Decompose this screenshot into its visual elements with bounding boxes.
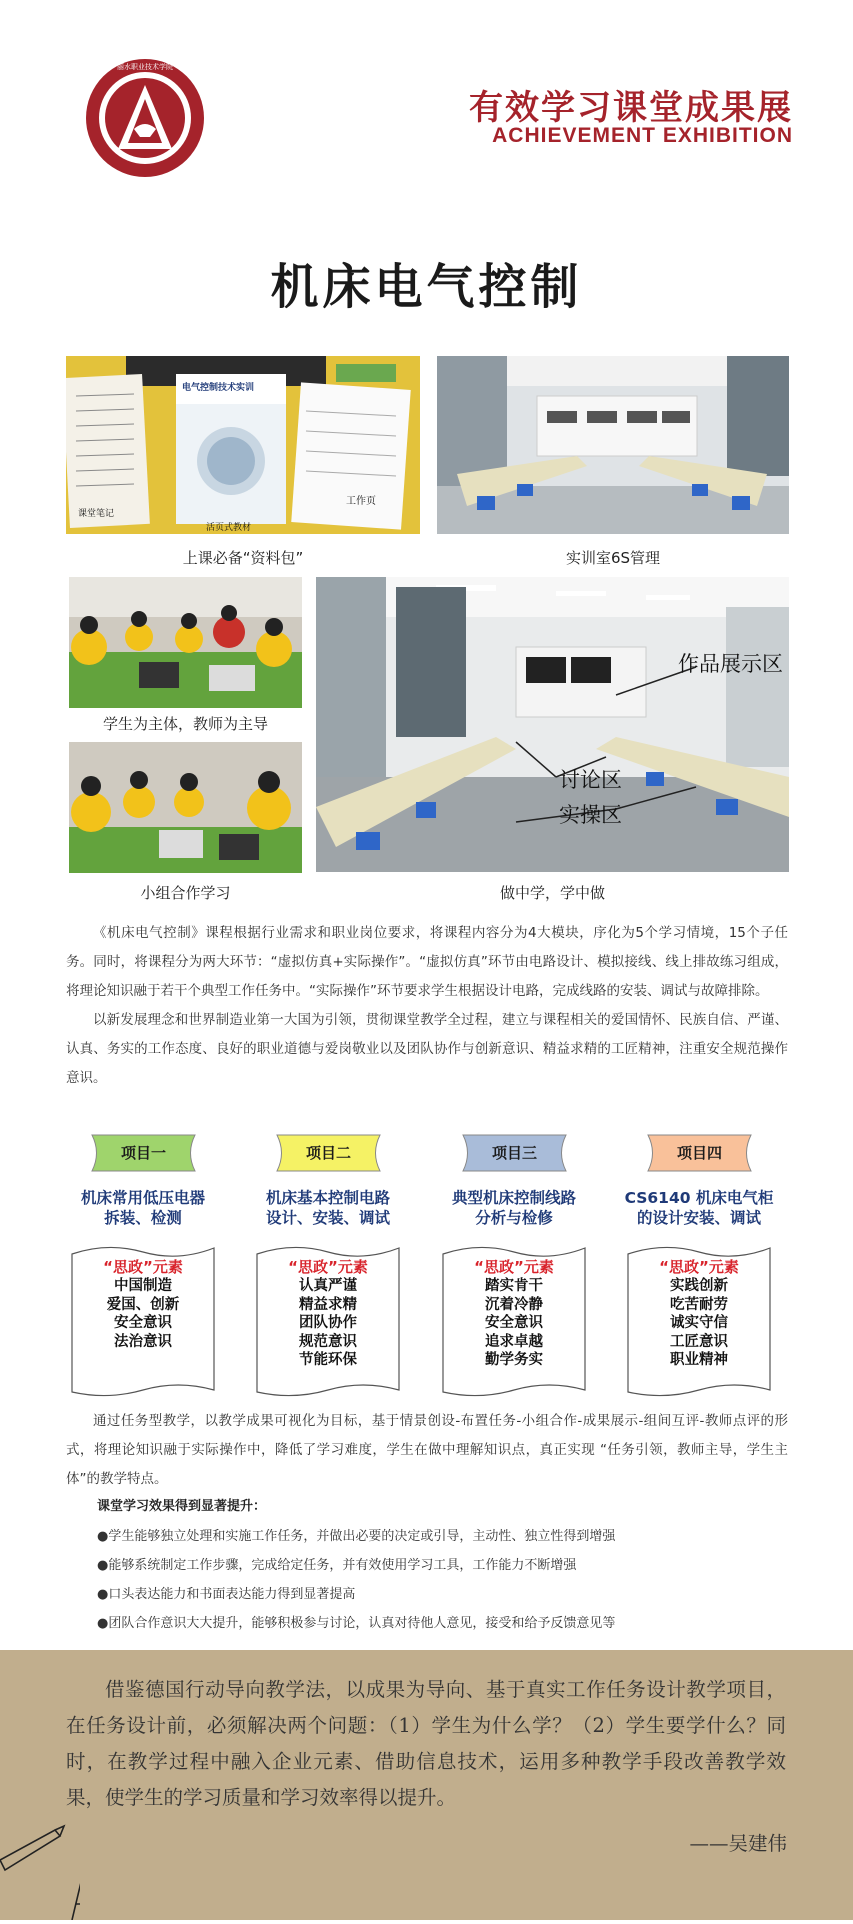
intro-text [66, 919, 788, 1093]
sizheng-item: 规范意识 [299, 1333, 357, 1350]
effect-item: ●能够系统制定工作步骤，完成给定任务，并有效使用学习工具，工作能力不断增强 [97, 1558, 577, 1573]
sizheng-item: 踏实肯干 [485, 1278, 543, 1294]
project-tag-label: 项目三 [491, 1144, 537, 1162]
sizheng-item: 认真严谨 [299, 1278, 357, 1294]
project-title-line: 的设计安装、调试 [636, 1209, 761, 1227]
lab-6s-caption: 实训室6S管理 [565, 549, 661, 567]
page-title: 机床电气控制 [270, 259, 583, 315]
sizheng-item: 实践创新 [670, 1278, 728, 1294]
project-tag [457, 1133, 572, 1173]
exhibition-title-cn: 有效学习课堂成果展 [469, 88, 793, 128]
sizheng-item: 爱国、创新 [106, 1296, 180, 1313]
sizheng-item: 精益求精 [299, 1296, 357, 1313]
project-title-line: CS6140 机床电气柜 [624, 1189, 774, 1207]
sizheng-heading: “思政”元素 [288, 1258, 368, 1276]
project-tag [86, 1133, 201, 1173]
svg-text:丽水职业技术学院: 丽水职业技术学院 [117, 63, 173, 71]
method-text [66, 1407, 788, 1494]
project-title-line: 设计、安装、调试 [265, 1209, 390, 1227]
project-title [243, 1188, 413, 1228]
sizheng-item: 勤学务实 [485, 1352, 543, 1368]
project-tag [271, 1133, 386, 1173]
worksheet-label: 工作页 [346, 496, 376, 507]
sizheng-scroll [624, 1240, 774, 1400]
sizheng-heading: “思政”元素 [659, 1258, 739, 1276]
group-study-photo [69, 742, 302, 873]
effect-item: ●学生能够独立处理和实施工作任务，并做出必要的决定或引导，主动性、独立性得到增强 [97, 1529, 616, 1544]
book-label: 活页式教材 [206, 523, 252, 533]
project-title-line: 分析与检修 [475, 1209, 553, 1227]
sizheng-item: 追求卓越 [485, 1333, 543, 1350]
book-title-label: 电气控制技术实训 [182, 383, 255, 393]
project-title-line: 机床常用低压电器 [80, 1189, 205, 1207]
sizheng-item: 安全意识 [114, 1315, 172, 1331]
lab-6s-photo [437, 356, 789, 534]
project-tag-label: 项目二 [305, 1144, 351, 1162]
project-title-line: 典型机床控制线路 [451, 1189, 576, 1207]
effect-item: ●口头表达能力和书面表达能力得到显著提高 [97, 1587, 356, 1602]
sizheng-item: 沉着冷静 [485, 1296, 543, 1313]
materials-caption: 上课必备“资料包” [182, 549, 304, 567]
sizheng-item: 吃苦耐劳 [670, 1296, 728, 1313]
quote-author: ——吴建伟 [689, 1832, 787, 1855]
notes-label: 课堂笔记 [78, 509, 115, 519]
display-area-label: 作品展示区 [678, 652, 783, 676]
sizheng-heading: “思政”元素 [103, 1258, 183, 1276]
discussion-area-label: 讨论区 [559, 768, 622, 792]
sizheng-item: 职业精神 [670, 1352, 728, 1368]
college-logo [84, 57, 206, 179]
intro-paragraph-1: 《机床电气控制》课程根据行业需求和职业岗位要求，将课程内容分为4大模块，序化为5个学习情境，15个子任务。同时，将课程分为两大环节：“虚拟仿真+实际操作”。“虚拟仿真”环节由电路设计、模拟接线、线上排故练习组成，将理论知识融于若干个典型工作任务中。“实际操作”环节要求学生根据设计电路，完成线路的安装、调试与故障排除。 [66, 925, 788, 999]
sizheng-scroll [253, 1240, 403, 1400]
project-title [614, 1188, 784, 1228]
effects-list [97, 1492, 797, 1638]
student-centered-caption: 学生为主体，教师为主导 [102, 715, 268, 733]
practice-area-label: 实操区 [559, 803, 622, 827]
learning-by-doing-photo [316, 577, 789, 872]
group-study-caption: 小组合作学习 [140, 884, 231, 902]
project-title-line: 拆装、检测 [104, 1209, 182, 1227]
intro-paragraph-2: 以新发展理念和世界制造业第一大国为引领，贯彻课堂教学全过程，建立与课程相关的爱国情怀、民族自信、严谨、认真、务实的工作态度、良好的职业道德与爱岗敬业以及团队协作与创新意识、精益求精的工匠精神，注重安全规范操作意识。 [66, 1012, 788, 1086]
sizheng-item: 团队协作 [299, 1315, 357, 1331]
learning-by-doing-caption: 做中学，学中做 [499, 884, 605, 902]
sizheng-item: 中国制造 [114, 1278, 172, 1294]
sizheng-heading: “思政”元素 [474, 1258, 554, 1276]
sizheng-item: 法治意识 [114, 1333, 172, 1350]
project-title [58, 1188, 228, 1228]
sizheng-item: 工匠意识 [670, 1333, 728, 1350]
quote-text [66, 1672, 786, 1816]
sizheng-item: 安全意识 [485, 1315, 543, 1331]
materials-photo [66, 356, 420, 534]
effect-item: ●团队合作意识大大提升，能够积极参与讨论，认真对待他人意见，接受和给予反馈意见等 [97, 1616, 616, 1631]
exhibition-title-en: ACHIEVEMENT EXHIBITION [492, 124, 793, 147]
project-tag [642, 1133, 757, 1173]
method-paragraph: 通过任务型教学，以教学成果可视化为目标，基于情景创设-布置任务-小组合作-成果展示-组间互评-教师点评的形式，将理论知识融于实际操作中，降低了学习难度，学生在做中理解知识点，真正实现 “任务引领，教师主导，学生主体”的教学特点。 [66, 1413, 788, 1487]
student-centered-photo [69, 577, 302, 708]
project-tag-label: 项目一 [120, 1144, 166, 1162]
sizheng-scroll [68, 1240, 218, 1400]
project-title [429, 1188, 599, 1228]
project-title-line: 机床基本控制电路 [265, 1189, 390, 1207]
project-tag-label: 项目四 [676, 1144, 722, 1162]
sizheng-item: 诚实守信 [670, 1315, 728, 1331]
sizheng-scroll [439, 1240, 589, 1400]
effects-heading: 课堂学习效果得到显著提升： [97, 1499, 267, 1514]
quote-paragraph: 借鉴德国行动导向教学法，以成果为导向、基于真实工作任务设计教学项目，在任务设计前，必须解决两个问题：（1）学生为什么学？（2）学生要学什么？同时，在教学过程中融入企业元素、借助信息技术，运用多种教学手段改善教学效果，使学生的学习质量和学习效率得以提升。 [66, 1678, 786, 1809]
sizheng-item: 节能环保 [299, 1352, 357, 1368]
